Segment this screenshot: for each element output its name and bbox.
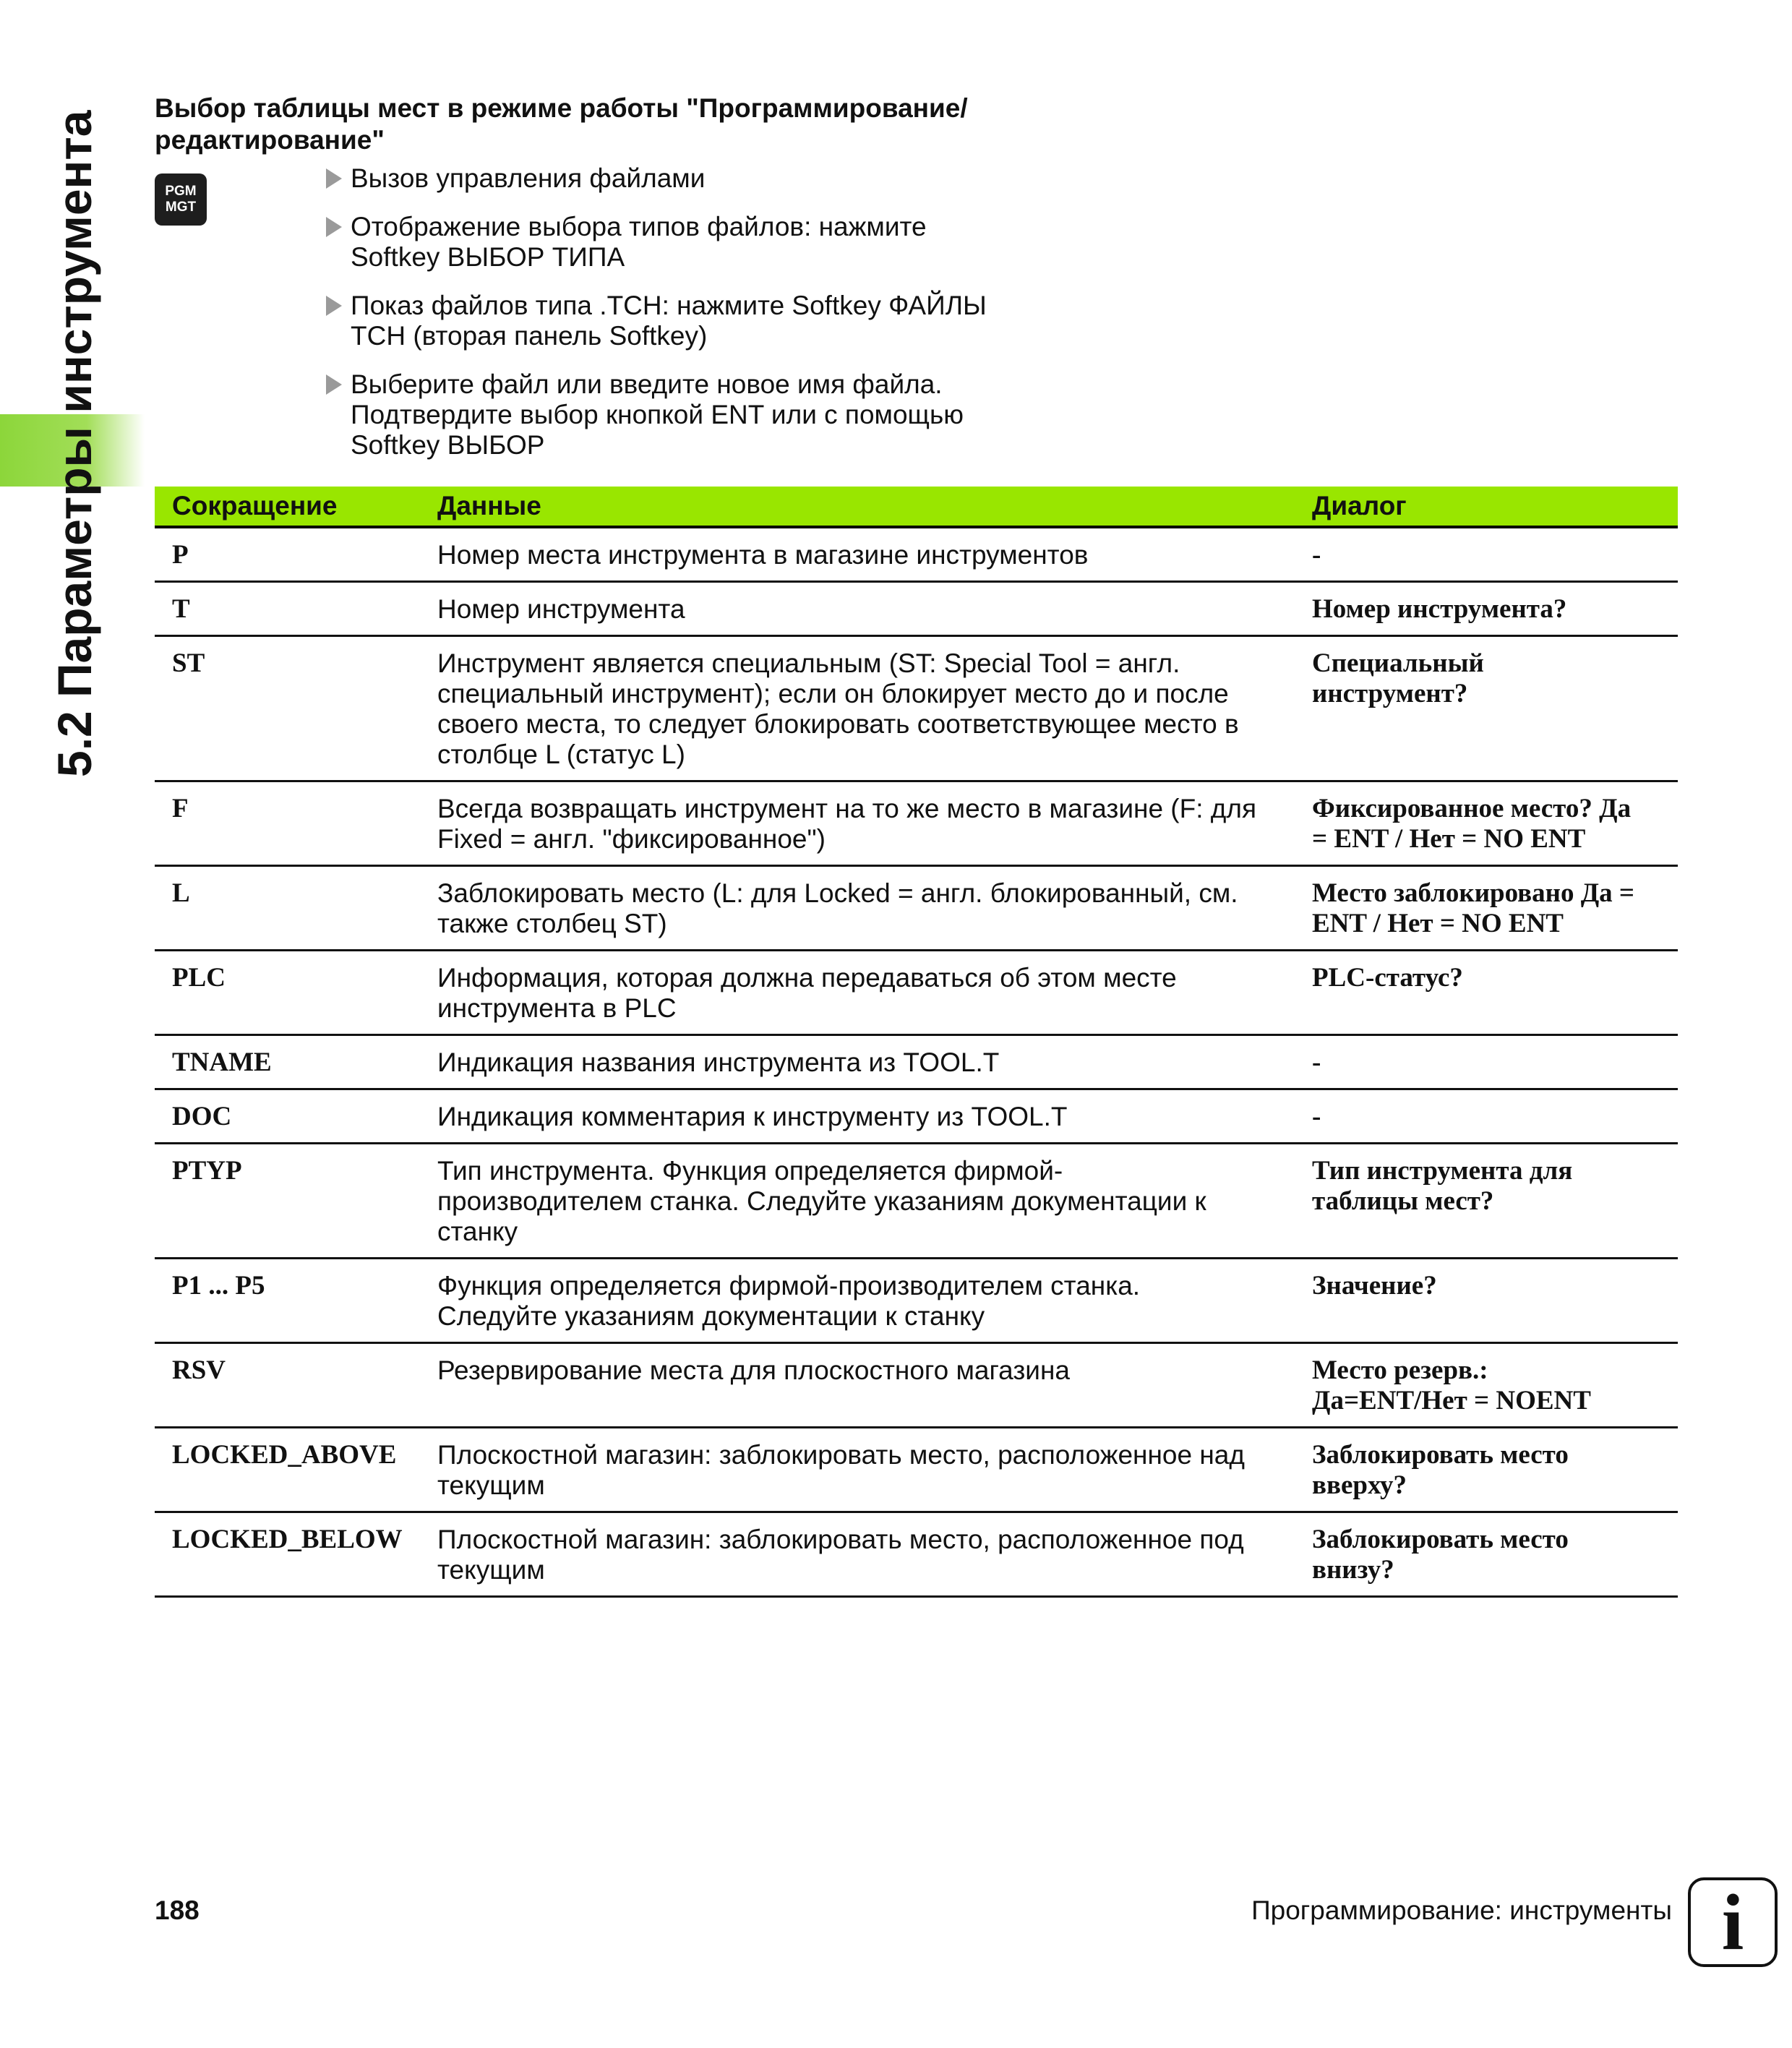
footer-title: Программирование: инструменты (1251, 1895, 1672, 1925)
cell-data-line: Индикация комментария к инструменту из TOOL.T (437, 1102, 1068, 1131)
triangle-arrow-icon (326, 168, 342, 189)
cell-dialog-line: Да=ENT/Нет = NOENT (1312, 1386, 1591, 1415)
cell-data (437, 794, 1312, 854)
step-text-line: Softkey ВЫБОР ТИПА (351, 242, 625, 272)
cell-dialog-line: - (1312, 1102, 1321, 1131)
cell-dialog-line: - (1312, 540, 1321, 570)
step-item (324, 212, 1047, 273)
cell-data (437, 648, 1312, 770)
key-label: PGM (165, 184, 197, 199)
table-row (155, 951, 1678, 1036)
cell-data (437, 963, 1312, 1024)
cell-dialog (1312, 648, 1678, 770)
step-text-line: Вызов управления файлами (351, 163, 706, 193)
cell-data-line: Тип инструмента. Функция определяется фирмой- (437, 1156, 1063, 1186)
section-heading-line: Выбор таблицы мест в режиме работы "Программирование/ (155, 93, 968, 123)
cell-data-line: Информация, которая должна передаваться об этом месте (437, 963, 1177, 993)
cell-dialog-line: Тип инструмента для (1312, 1156, 1573, 1186)
cell-abbreviation: P1 ... P5 (172, 1271, 265, 1301)
cell-dialog (1312, 540, 1678, 570)
section-heading-line: редактирование" (155, 125, 385, 155)
cell-dialog (1312, 1102, 1678, 1132)
step-text-line: TCH (вторая панель Softkey) (351, 321, 708, 351)
table-row (155, 782, 1678, 867)
cell-dialog-line: = ENT / Нет = NO ENT (1312, 824, 1586, 854)
cell-data-line: Всегда возвращать инструмент на то же место в магазине (F: для (437, 794, 1256, 823)
cell-dialog (1312, 1525, 1678, 1585)
cell-dialog-line: Значение? (1312, 1271, 1437, 1301)
cell-data (437, 1047, 1312, 1078)
step-text-line: Показ файлов типа .TCH: нажмите Softkey ФАЙЛЫ (351, 291, 987, 320)
table-row (155, 1344, 1678, 1428)
cell-dialog (1312, 1271, 1678, 1332)
cell-data-line: Резервирование места для плоскостного магазина (437, 1355, 1070, 1385)
cell-data-line: текущим (437, 1555, 545, 1585)
table-row (155, 1090, 1678, 1144)
cell-data-line: станку (437, 1217, 518, 1246)
pgm-mgt-key-icon (155, 173, 207, 226)
cell-data (437, 1440, 1312, 1501)
cell-dialog-line: таблицы мест? (1312, 1186, 1494, 1216)
cell-dialog (1312, 1047, 1678, 1078)
info-icon[interactable]: i (1688, 1877, 1778, 1967)
cell-data-line: текущим (437, 1470, 545, 1500)
step-item (324, 291, 1047, 351)
cell-data-line: производителем станка. Следуйте указаниям документации к (437, 1186, 1206, 1216)
step-text-line: Выберите файл или введите новое имя файла. (351, 369, 943, 399)
cell-dialog-line: - (1312, 1047, 1321, 1077)
cell-dialog (1312, 1355, 1678, 1416)
table-row (155, 1259, 1678, 1344)
cell-abbreviation: LOCKED_ABOVE (172, 1440, 397, 1470)
triangle-arrow-icon (326, 217, 342, 237)
cell-data-line: Плоскостной магазин: заблокировать место, расположенное под (437, 1525, 1244, 1554)
cell-data (437, 594, 1312, 625)
cell-data-line: своего места, то следует блокировать соответствующее место в (437, 709, 1239, 739)
step-item (324, 369, 1047, 460)
table-row (155, 528, 1678, 583)
cell-data-line: специальный инструмент); если он блокирует место до и после (437, 679, 1229, 708)
cell-abbreviation: TNAME (172, 1047, 272, 1077)
cell-data-line: Fixed = англ. "фиксированное") (437, 824, 826, 854)
page-number: 188 (155, 1895, 200, 1925)
cell-data (437, 1156, 1312, 1247)
triangle-arrow-icon (326, 296, 342, 316)
cell-data-line: Плоскостной магазин: заблокировать место, расположенное над (437, 1440, 1245, 1470)
cell-dialog-line: Заблокировать место (1312, 1525, 1569, 1554)
step-text-line: Отображение выбора типов файлов: нажмите (351, 212, 927, 241)
cell-dialog-line: Заблокировать место (1312, 1440, 1569, 1470)
step-text-line: Softkey ВЫБОР (351, 430, 545, 460)
cell-data-line: Следуйте указаниям документации к станку (437, 1301, 985, 1331)
header-dialog: Диалог (1312, 491, 1407, 520)
table-row (155, 583, 1678, 637)
cell-data (437, 1355, 1312, 1416)
table-row (155, 1428, 1678, 1513)
cell-abbreviation: LOCKED_BELOW (172, 1525, 403, 1554)
cell-abbreviation: DOC (172, 1102, 232, 1131)
step-text-line: Подтвердите выбор кнопкой ENT или с помощью (351, 400, 964, 429)
section-heading (155, 93, 1066, 156)
cell-data (437, 878, 1312, 939)
header-abbreviation: Сокращение (172, 491, 338, 520)
cell-data (437, 1525, 1312, 1585)
cell-dialog (1312, 594, 1678, 625)
cell-data (437, 1102, 1312, 1132)
cell-dialog-line: ENT / Нет = NO ENT (1312, 909, 1564, 938)
cell-data-line: Индикация названия инструмента из TOOL.T (437, 1047, 1000, 1077)
header-data: Данные (437, 491, 541, 520)
cell-dialog (1312, 794, 1678, 854)
table-row (155, 1036, 1678, 1090)
side-chapter-title: 5.2 Параметры инструмента (48, 110, 101, 777)
cell-abbreviation: T (172, 594, 190, 624)
key-label: MGT (165, 200, 197, 215)
cell-abbreviation: L (172, 878, 190, 908)
table-row (155, 1144, 1678, 1259)
cell-abbreviation: PTYP (172, 1156, 242, 1186)
cell-dialog-line: Место резерв.: (1312, 1355, 1488, 1385)
cell-data-line: Номер места инструмента в магазине инструментов (437, 540, 1089, 570)
cell-dialog-line: Фиксированное место? Да (1312, 794, 1632, 823)
cell-abbreviation: P (172, 540, 189, 570)
step-item (324, 163, 1047, 194)
cell-dialog (1312, 1440, 1678, 1501)
cell-dialog (1312, 963, 1678, 1024)
table-body (155, 528, 1678, 1598)
cell-abbreviation: F (172, 794, 189, 823)
cell-data (437, 1271, 1312, 1332)
cell-dialog-line: инструмент? (1312, 679, 1468, 708)
table-row (155, 1513, 1678, 1598)
cell-data-line: Номер инструмента (437, 594, 685, 624)
step-list (324, 163, 1047, 479)
cell-data-line: инструмента в PLC (437, 993, 677, 1023)
tool-pocket-table (155, 487, 1678, 1598)
cell-dialog-line: внизу? (1312, 1555, 1394, 1585)
cell-dialog-line: вверху? (1312, 1470, 1407, 1500)
cell-dialog (1312, 878, 1678, 939)
cell-data-line: Заблокировать место (L: для Locked = англ. блокированный, см. (437, 878, 1238, 908)
triangle-arrow-icon (326, 374, 342, 395)
cell-data-line: также столбец ST) (437, 909, 667, 938)
cell-data (437, 540, 1312, 570)
table-header-row (155, 487, 1678, 528)
cell-data-line: столбце L (статус L) (437, 740, 685, 769)
cell-dialog-line: Номер инструмента? (1312, 594, 1567, 624)
cell-abbreviation: RSV (172, 1355, 226, 1385)
cell-abbreviation: PLC (172, 963, 226, 993)
cell-dialog (1312, 1156, 1678, 1247)
cell-dialog-line: Специальный (1312, 648, 1484, 678)
cell-data-line: Функция определяется фирмой-производителем станка. (437, 1271, 1141, 1301)
cell-data-line: Инструмент является специальным (ST: Special Tool = англ. (437, 648, 1180, 678)
cell-abbreviation: ST (172, 648, 205, 678)
table-row (155, 867, 1678, 951)
cell-dialog-line: Место заблокировано Да = (1312, 878, 1635, 908)
table-row (155, 637, 1678, 782)
cell-dialog-line: PLC-статус? (1312, 963, 1463, 993)
